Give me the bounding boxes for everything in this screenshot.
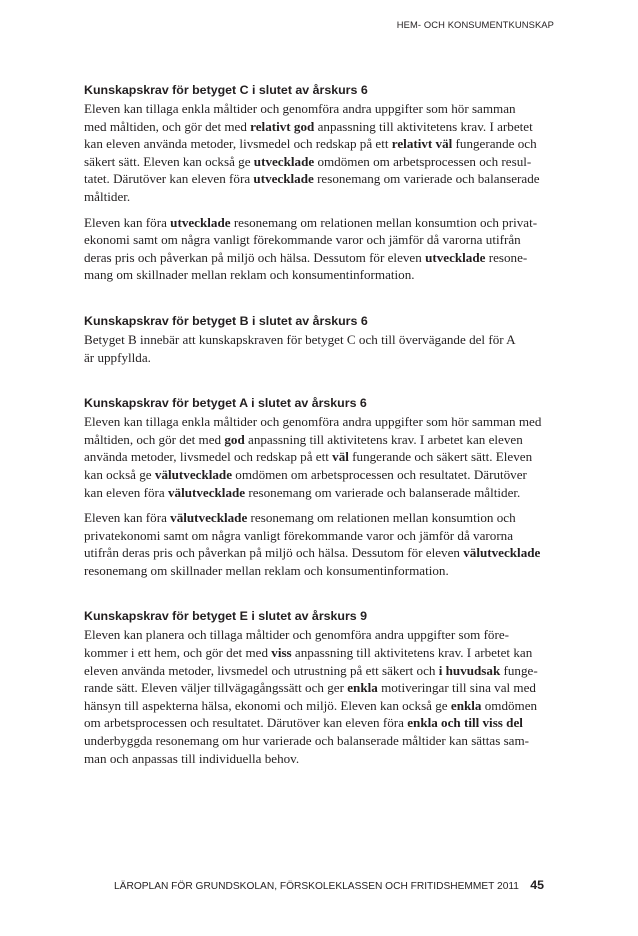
text-run: kan eleven föra (84, 484, 168, 500)
text-run: kan eleven använda metoder, livsmedel och redskap på ett (84, 136, 392, 152)
text-run: utifrån deras pris och påverkan på miljö och hälsa. Dessutom för eleven (84, 545, 464, 561)
text-run: resonemang om relationen mellan konsumtion och privat- (230, 214, 538, 230)
text-run: Eleven kan tillaga enkla måltider och genomföra andra uppgifter som hör samman (84, 101, 516, 116)
page-content (84, 83, 550, 797)
text-run: eleven använda metoder, livsmedel och utrustning på ett säkert och (84, 662, 439, 678)
text-line (84, 188, 550, 206)
text-run: kommer i ett hem, och gör det med (84, 645, 272, 661)
section (84, 83, 550, 284)
emphasis: relativt väl (391, 136, 453, 152)
emphasis: välutvecklade (170, 510, 248, 526)
footer-text: LÄROPLAN FÖR GRUNDSKOLAN, FÖRSKOLEKLASSEN OCH FRITIDSHEMMET 2011 (114, 881, 519, 892)
emphasis: välutvecklade (463, 545, 541, 561)
page-number: 45 (530, 878, 544, 892)
text-run: säkert sätt. Eleven kan också ge (84, 153, 254, 169)
text-line (84, 509, 550, 527)
text-run: omdömen om arbetsprocessen och resultatet. Därutöver (232, 466, 527, 482)
section-heading: Kunskapskrav för betyget C i slutet av årskurs 6 (84, 83, 368, 97)
text-run: resonemang om skillnader mellan reklam och konsumentinformation. (84, 562, 449, 578)
text-run: Eleven kan planera och tillaga måltider och genomföra andra uppgifter som före- (84, 627, 510, 643)
text-run: resone- (485, 249, 528, 265)
text-run: anpassning till aktivitetens krav. I arbetet kan eleven (244, 431, 523, 447)
section-heading: Kunskapskrav för betyget A i slutet av årskurs 6 (84, 396, 367, 411)
text-run: anpassning till aktivitetens krav. I arbetet kan (291, 645, 533, 661)
text-line (84, 448, 550, 466)
text-line (84, 732, 550, 750)
text-line (84, 231, 550, 249)
text-line (84, 431, 550, 449)
emphasis: enkla (450, 697, 482, 713)
text-run: hänsyn till aspekterna hälsa, ekonomi och miljö. Eleven kan också ge (84, 697, 451, 713)
text-line (84, 118, 550, 136)
running-head: HEM- OCH KONSUMENTKUNSKAP (396, 19, 554, 30)
text-run: med måltiden, och gör det med (84, 118, 251, 134)
text-run: Eleven kan föra (84, 510, 171, 526)
text-run: Eleven kan tillaga enkla måltider och genomföra andra uppgifter som hör samman med (84, 414, 542, 430)
emphasis: relativt god (250, 118, 315, 134)
emphasis: enkla (347, 680, 378, 696)
text-line (84, 626, 550, 644)
text-line (84, 750, 550, 768)
text-line (84, 484, 550, 502)
text-line (84, 544, 550, 562)
emphasis: välutvecklade (154, 466, 233, 482)
text-line (84, 135, 550, 153)
text-run: måltider. (84, 188, 131, 204)
text-line (84, 714, 550, 732)
text-run: mang om skillnader mellan reklam och konsumentinformation. (84, 267, 415, 283)
text-line (84, 249, 550, 267)
text-line (84, 349, 550, 367)
emphasis: viss (271, 645, 292, 661)
text-line (84, 413, 550, 431)
text-line (84, 331, 550, 349)
text-line (84, 662, 550, 680)
text-line (84, 466, 550, 484)
text-run: om arbetsprocessen och resultatet. Därutöver kan eleven föra (84, 715, 408, 731)
text-run: ekonomi samt om några vanligt förekommande varor och jämför då varorna utifrån (84, 232, 521, 248)
text-line (84, 697, 550, 715)
text-line (84, 153, 550, 171)
text-run: rande sätt. Eleven väljer tillvägagångssätt och ger (84, 680, 348, 696)
text-run: privatekonomi samt om några vanligt förekommande varor och jämför då varorna (84, 527, 514, 543)
text-run: deras pris och påverkan på miljö och hälsa. Dessutom för eleven (84, 249, 426, 265)
text-run: fungerande och säkert sätt. Eleven (348, 449, 533, 465)
text-run: motiveringar till sina val med (377, 680, 536, 696)
text-run: måltiden, och gör det med (84, 431, 225, 447)
text-run: använda metoder, livsmedel och redskap på ett (84, 449, 333, 465)
text-line (84, 214, 550, 232)
emphasis: god (224, 431, 245, 447)
emphasis: enkla och till viss del (407, 715, 523, 731)
text-line (84, 266, 550, 284)
text-run: tatet. Därutöver kan eleven föra (84, 171, 254, 187)
text-line (84, 644, 550, 662)
section-heading: Kunskapskrav för betyget E i slutet av årskurs 9 (84, 609, 368, 624)
section-heading: Kunskapskrav för betyget B i slutet av årskurs 6 (84, 313, 368, 328)
emphasis: utvecklade (253, 153, 315, 169)
paragraph (84, 214, 550, 284)
emphasis: i huvudsak (438, 662, 501, 678)
text-run: resonemang om varierade och balanserade (313, 171, 540, 187)
text-line (84, 679, 550, 697)
section (84, 609, 550, 767)
text-run: Betyget B innebär att kunskapskraven för betyget C och till övervägande del för A (84, 331, 516, 347)
text-run: funge- (500, 662, 538, 678)
section (84, 314, 550, 366)
emphasis: väl (332, 449, 349, 465)
paragraph (84, 509, 550, 579)
text-run: omdömen (481, 697, 538, 713)
text-line (84, 562, 550, 580)
text-line (84, 170, 550, 188)
section (84, 396, 550, 579)
emphasis: välutvecklade (167, 484, 246, 500)
text-run: man och anpassas till individuella behov. (84, 750, 300, 766)
text-run: omdömen om arbetsprocessen och resul- (314, 153, 532, 169)
text-line (84, 527, 550, 545)
paragraph (84, 626, 550, 767)
emphasis: utvecklade (253, 171, 314, 187)
text-run: kan också ge (84, 466, 155, 482)
text-run: underbyggda resonemang om hur varierade och balanserade måltider kan sättas sam- (84, 733, 530, 749)
text-run: anpassning till aktivitetens krav. I arbetet (314, 118, 533, 134)
paragraph (84, 413, 550, 501)
text-run: fungerande och (452, 136, 537, 152)
text-run: är uppfyllda. (84, 349, 151, 365)
emphasis: utvecklade (170, 214, 231, 230)
emphasis: utvecklade (425, 249, 486, 265)
text-line (84, 100, 550, 118)
text-run: resonemang om varierade och balanserade måltider. (245, 484, 521, 500)
text-run: Eleven kan föra (84, 214, 171, 230)
text-run: resonemang om relationen mellan konsumtion och (247, 510, 516, 526)
paragraph (84, 100, 550, 206)
page-footer (114, 878, 544, 892)
paragraph (84, 331, 550, 366)
